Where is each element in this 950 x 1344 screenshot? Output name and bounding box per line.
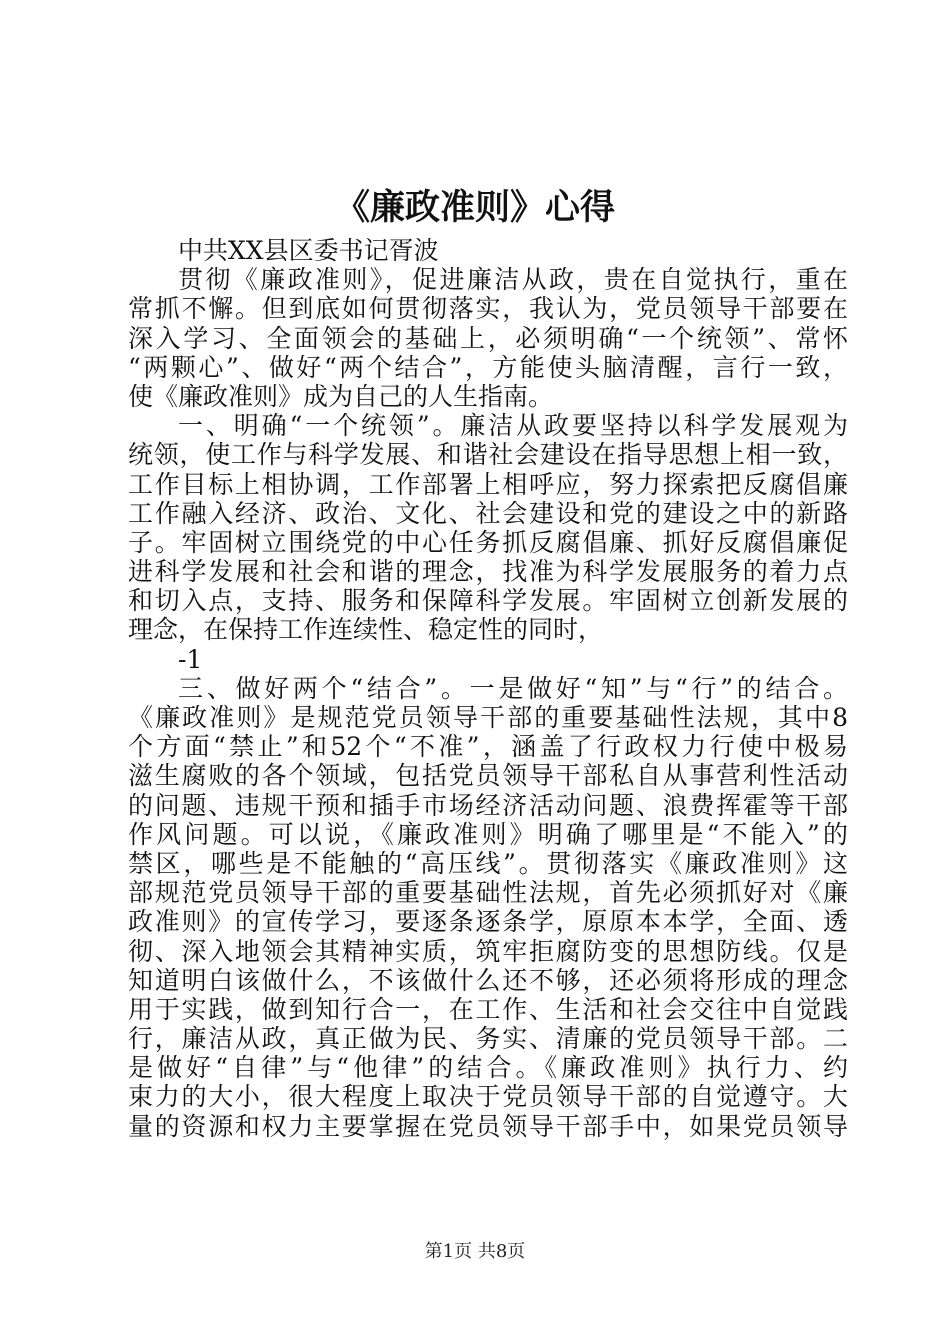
- paragraph-line: 和切入点，支持、服务和保障科学发展。牢固树立创新发展的: [128, 586, 848, 616]
- paragraph-line: 量的资源和权力主要掌握在党员领导干部手中，如果党员领导: [128, 1111, 848, 1141]
- paragraph-line: 政准则》的宣传学习，要逐条逐条学，原原本本学，全面、透: [128, 907, 848, 937]
- paragraph-line: 彻、深入地领会其精神实质，筑牢拒腐防变的思想防线。仅是: [128, 936, 848, 966]
- inline-page-marker: -1: [178, 644, 203, 674]
- paragraph-line: 使《廉政准则》成为自己的人生指南。: [128, 381, 554, 411]
- paragraph-line: 一、明确“一个统领”。廉洁从政要坚持以科学发展观为: [178, 411, 848, 441]
- paragraph-line: 理念，在保持工作连续性、稳定性的同时，: [128, 615, 604, 645]
- paragraph-line: 用于实践，做到知行合一，在工作、生活和社会交往中自觉践: [128, 994, 848, 1024]
- author-line: 中共XX县区委书记胥波: [178, 236, 439, 265]
- paragraph-line: 是做好“自律”与“他律”的结合。《廉政准则》执行力、约: [128, 1053, 848, 1083]
- paragraph-line: 统领，使工作与科学发展、和谐社会建设在指导思想上相一致，: [128, 440, 848, 470]
- document-title: 《廉政准则》心得: [334, 187, 615, 228]
- paragraph-line: 行，廉洁从政，真正做为民、务实、清廉的党员领导干部。二: [128, 1024, 848, 1054]
- paragraph-line: 部规范党员领导干部的重要基础性法规，首先必须抓好对《廉: [128, 878, 848, 908]
- paragraph-line: “两颗心”、做好“两个结合”，方能使头脑清醒，言行一致，: [128, 352, 848, 382]
- paragraph-line: 工作目标上相协调，工作部署上相呼应，努力探索把反腐倡廉: [128, 469, 848, 499]
- paragraph-line: 三、做好两个“结合”。一是做好“知”与“行”的结合。: [178, 673, 848, 703]
- paragraph-line: 作风问题。可以说，《廉政准则》明确了哪里是“不能入”的: [128, 819, 848, 849]
- paragraph-line: 个方面“禁止”和52个“不准”，涵盖了行政权力行使中极易: [128, 732, 848, 762]
- document-body: [128, 236, 848, 1141]
- paragraph-line: 进科学发展和社会和谐的理念，找准为科学发展服务的着力点: [128, 557, 848, 587]
- paragraph-line: 《廉政准则》是规范党员领导干部的重要基础性法规，其中8: [128, 703, 848, 732]
- paragraph-line: 贯彻《廉政准则》，促进廉洁从政，贵在自觉执行，重在: [178, 265, 848, 295]
- paragraph-line: 深入学习、全面领会的基础上，必须明确“一个统领”、常怀: [128, 323, 848, 353]
- paragraph-line: 知道明白该做什么，不该做什么还不够，还必须将形成的理念: [128, 965, 848, 995]
- page-footer: 第1页 共8页: [424, 1241, 526, 1262]
- paragraph-line: 束力的大小，很大程度上取决于党员领导干部的自觉遵守。大: [128, 1082, 848, 1112]
- paragraph-line: 的问题、违规干预和插手市场经济活动问题、浪费挥霍等干部: [128, 790, 848, 820]
- paragraph-line: 滋生腐败的各个领域，包括党员领导干部私自从事营利性活动: [128, 761, 848, 791]
- paragraph-line: 子。牢固树立围绕党的中心任务抓反腐倡廉、抓好反腐倡廉促: [128, 527, 848, 557]
- paragraph-line: 常抓不懈。但到底如何贯彻落实，我认为，党员领导干部要在: [128, 294, 848, 324]
- paragraph-line: 禁区，哪些是不能触的“高压线”。贯彻落实《廉政准则》这: [128, 848, 848, 878]
- paragraph-line: 工作融入经济、政治、文化、社会建设和党的建设之中的新路: [128, 498, 848, 528]
